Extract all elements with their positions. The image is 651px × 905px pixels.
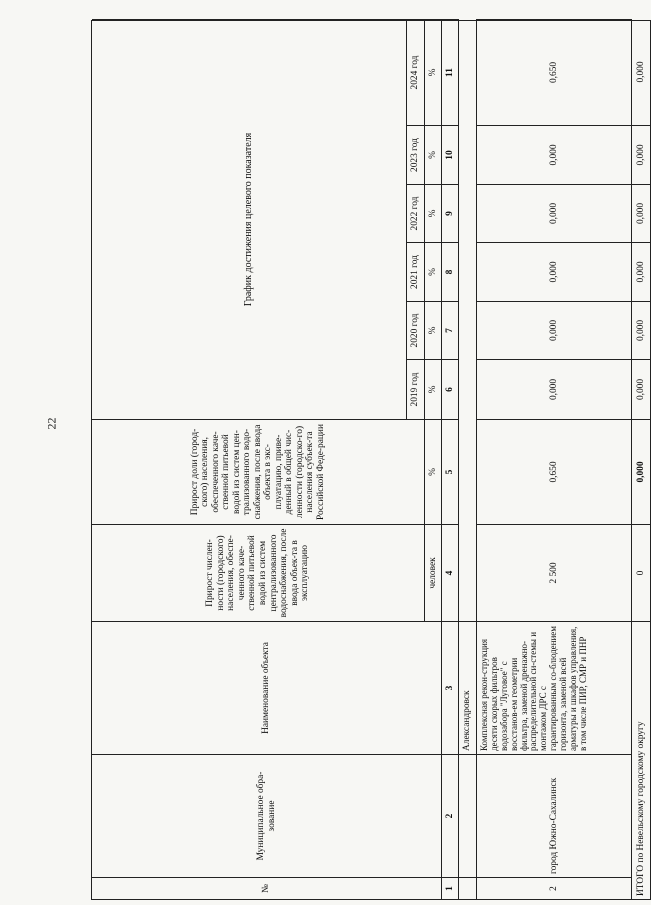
row-value-2020: 0,000 [477, 301, 632, 359]
header-num: № [92, 877, 442, 899]
total-value-2020: 0,000 [632, 301, 650, 359]
col-number: 5 [442, 419, 459, 524]
col-number: 6 [442, 359, 459, 419]
unit-share: % [425, 419, 442, 524]
total-share: 0,000 [632, 419, 650, 524]
unit-2022: % [425, 184, 442, 242]
col-number: 3 [442, 621, 459, 754]
year-2021: 2021 год [407, 242, 425, 301]
row-population: 2 500 [477, 524, 632, 621]
unit-2023: % [425, 125, 442, 184]
section-empty-cell [459, 877, 477, 899]
year-2020: 2020 год [407, 301, 425, 359]
total-value-2024: 0,000 [635, 61, 646, 83]
year-2022: 2022 год [407, 184, 425, 242]
year-2023: 2023 год [407, 125, 425, 184]
col-number: 4 [442, 524, 459, 621]
unit-2019: % [425, 359, 442, 419]
row-value-2024: 0,650 [477, 19, 632, 125]
row-value-2019: 0,000 [477, 359, 632, 419]
row-object-name: Комплексная рекон-струкция десяти скорых фильтров водозабора "Луговое" с восстанов-ем геометрии фильтра, заменой дренажно-распределительной си-стемы и монтажом ДРС с гарантированным со-блюдением горизонта, заменой всей арматуры и шкафов управления, в том числе ПИР, СМР и ПНР [477, 621, 632, 754]
row-share: 0,650 [477, 419, 632, 524]
row-number: 2 [477, 877, 632, 899]
data-table [91, 20, 651, 900]
col-number: 1 [442, 877, 459, 899]
header-municipality: Муниципальное обра-зование [92, 754, 442, 877]
unit-population: человек [425, 524, 442, 621]
total-label: ИТОГО по Невельскому городскому округу [632, 621, 650, 899]
unit-2024: % [425, 19, 442, 125]
header-schedule: График достижения целевого показателя [92, 19, 407, 419]
unit-2021: % [425, 242, 442, 301]
row-value-2023: 0,000 [477, 125, 632, 184]
total-value-2022: 0,000 [632, 184, 650, 242]
year-2019: 2019 год [407, 359, 425, 419]
unit-2020: % [425, 301, 442, 359]
col-number: 8 [442, 242, 459, 301]
header-population: Прирост числен-ности (городского) населения, обеспе-ченного каче-ственной питьевой водой из систем централизованного водоснабжения, после ввода объек-та в эксплуатацию [92, 524, 425, 621]
total-value-2021: 0,000 [632, 242, 650, 301]
section-title: Александровск [459, 621, 477, 754]
col-number: 10 [442, 125, 459, 184]
total-value-2019: 0,000 [632, 359, 650, 419]
row-value-2021: 0,000 [477, 242, 632, 301]
col-number: 7 [442, 301, 459, 359]
year-2024: 2024 год [407, 19, 425, 125]
row-municipality: город Южно-Сахалинск [477, 754, 632, 877]
col-number: 11 [442, 19, 459, 125]
row-value-2022: 0,000 [477, 184, 632, 242]
header-share: Прирост доли (город-ского) населения, обеспеченного каче-ственной питьевой водой из систем цен-трализованного водо-снабжения, после ввода объекта в экс-плуатацию, приве-денный в общей чис-ленности (городско-го) населения субъек-та Российской Феде-рации [92, 419, 425, 524]
total-value-2023: 0,000 [632, 125, 650, 184]
col-number: 2 [442, 754, 459, 877]
section-empty-cell [459, 19, 477, 621]
section-empty-cell [459, 754, 477, 877]
col-number: 9 [442, 184, 459, 242]
header-object: Наименование объекта [92, 621, 442, 754]
page-number: 22 [44, 417, 59, 430]
total-population: 0 [632, 524, 650, 621]
